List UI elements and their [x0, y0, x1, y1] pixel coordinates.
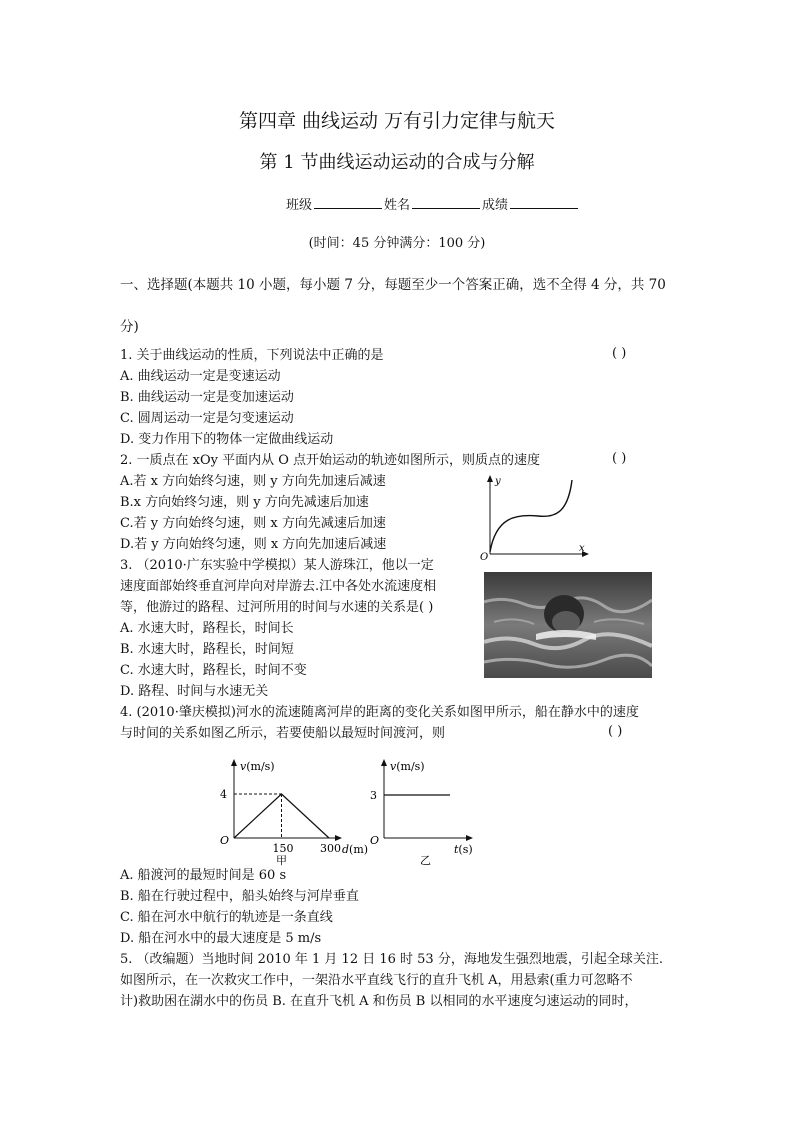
q2-x-label: x — [579, 543, 585, 554]
q3-stem-line1: 3. （2010·广东实验中学模拟）某人游珠江，他以一定 — [120, 558, 434, 573]
q1-stem: 1. 关于曲线运动的性质，下列说法中正确的是 — [120, 348, 384, 363]
class-label: 班级 — [286, 198, 313, 213]
q5-stem-line1: 5. （改编题）当地时间 2010 年 1 月 12 日 16 时 53 分，海地发生强烈地震，引起全球关注. — [120, 952, 663, 967]
chart-yi-ytick-3: 3 — [370, 789, 377, 802]
q2-trajectory-graph — [476, 472, 596, 562]
q1-answer-paren[interactable]: ( ) — [612, 346, 627, 361]
name-blank[interactable] — [412, 194, 480, 209]
q5-stem-line3: 计)救助困在湖水中的伤员 B. 在直升飞机 A 和伤员 B 以相同的水平速度匀速运动的同时， — [120, 994, 638, 1009]
chart-jia-x-arrow — [335, 835, 342, 841]
chart-jia — [214, 756, 384, 868]
chart-jia-xtick-150: 150 — [272, 842, 294, 855]
chart-yi-ylabel: v(m/s) — [390, 760, 425, 773]
q4-option-c: C. 船在河水中航行的轨迹是一条直线 — [120, 910, 333, 925]
time-info: (时间：45 分钟满分：100 分) — [308, 236, 486, 251]
chart-jia-xlabel: d(m) — [342, 843, 369, 856]
q2-origin-label: O — [480, 552, 489, 562]
chart-jia-origin: O — [220, 834, 230, 847]
q2-answer-paren[interactable]: ( ) — [612, 451, 627, 466]
chart-jia-xtick-300: 300 — [320, 842, 341, 855]
chart-yi — [364, 756, 494, 868]
name-label: 姓名 — [384, 198, 411, 213]
chart-jia-title: 甲 — [276, 854, 287, 867]
q2-y-arrow — [487, 475, 493, 482]
section-heading-line2: 分) — [120, 319, 139, 335]
swimmer-photo — [484, 572, 652, 678]
section-heading-line1: 一、选择题(本题共 10 小题，每小题 7 分，每题至少一个答案正确，选不全得 4 分，共 70 — [120, 277, 666, 293]
q3-option-b: B. 水速大时，路程长，时间短 — [120, 642, 294, 657]
q5-stem-line2: 如图所示，在一次救灾工作中，一架沿水平直线飞行的直升飞机 A，用悬索(重力可忽略不 — [120, 973, 633, 988]
chart-yi-origin: O — [370, 834, 380, 847]
section-title: 第 1 节曲线运动运动的合成与分解 — [259, 152, 535, 173]
q4-option-b: B. 船在行驶过程中，船头始终与河岸垂直 — [120, 889, 359, 904]
q3-stem-line3: 等，他游过的路程、过河所用的时间与水速的关系是( ) — [120, 600, 434, 615]
q2-option-a: A.若 x 方向始终匀速，则 y 方向先加速后减速 — [120, 474, 386, 489]
chart-yi-xlabel: t(s) — [454, 843, 473, 856]
q4-stem-line2: 与时间的关系如图乙所示，若要使船以最短时间渡河，则 — [120, 726, 446, 741]
score-blank[interactable] — [510, 194, 578, 209]
q1-option-c: C. 圆周运动一定是匀变速运动 — [120, 411, 294, 426]
q4-stem-line1: 4. (2010·肇庆模拟)河水的流速随离河岸的距离的变化关系如图甲所示，船在静水中的速度 — [120, 705, 639, 720]
q2-option-d: D.若 y 方向始终匀速，则 x 方向先加速后减速 — [120, 537, 387, 552]
q1-option-d: D. 变力作用下的物体一定做曲线运动 — [120, 432, 334, 447]
q2-y-label: y — [495, 476, 501, 487]
chart-yi-x-arrow — [466, 835, 473, 841]
q3-option-c: C. 水速大时，路程长，时间不变 — [120, 663, 307, 678]
q4-option-d: D. 船在河水中的最大速度是 5 m/s — [120, 931, 322, 946]
student-info-line — [286, 194, 580, 216]
class-blank[interactable] — [314, 194, 382, 209]
chart-yi-y-arrow — [381, 759, 387, 766]
q4-option-a: A. 船渡河的最短时间是 60 s — [120, 868, 287, 883]
q1-option-b: B. 曲线运动一定是变加速运动 — [120, 390, 294, 405]
chart-jia-y-arrow — [231, 759, 237, 766]
q3-option-d: D. 路程、时间与水速无关 — [120, 684, 269, 699]
q1-option-a: A. 曲线运动一定是变速运动 — [120, 369, 281, 384]
q2-trajectory-curve — [490, 480, 572, 552]
q2-option-b: B.x 方向始终匀速，则 y 方向先减速后加速 — [120, 495, 369, 510]
q4-answer-paren[interactable]: ( ) — [608, 724, 623, 739]
chapter-title: 第四章 曲线运动 万有引力定律与航天 — [238, 110, 556, 132]
chart-yi-title: 乙 — [420, 854, 431, 867]
chart-jia-ylabel: v(m/s) — [240, 760, 275, 773]
q3-option-a: A. 水速大时，路程长，时间长 — [120, 621, 294, 636]
chart-jia-ytick-4: 4 — [220, 788, 227, 801]
q3-stem-line2: 速度面部始终垂直河岸向对岸游去.江中各处水流速度相 — [120, 579, 437, 594]
q2-option-c: C.若 y 方向始终匀速，则 x 方向先减速后加速 — [120, 516, 386, 531]
q2-stem: 2. 一质点在 xOy 平面内从 O 点开始运动的轨迹如图所示，则质点的速度 — [120, 453, 541, 468]
score-label: 成绩 — [482, 198, 509, 213]
